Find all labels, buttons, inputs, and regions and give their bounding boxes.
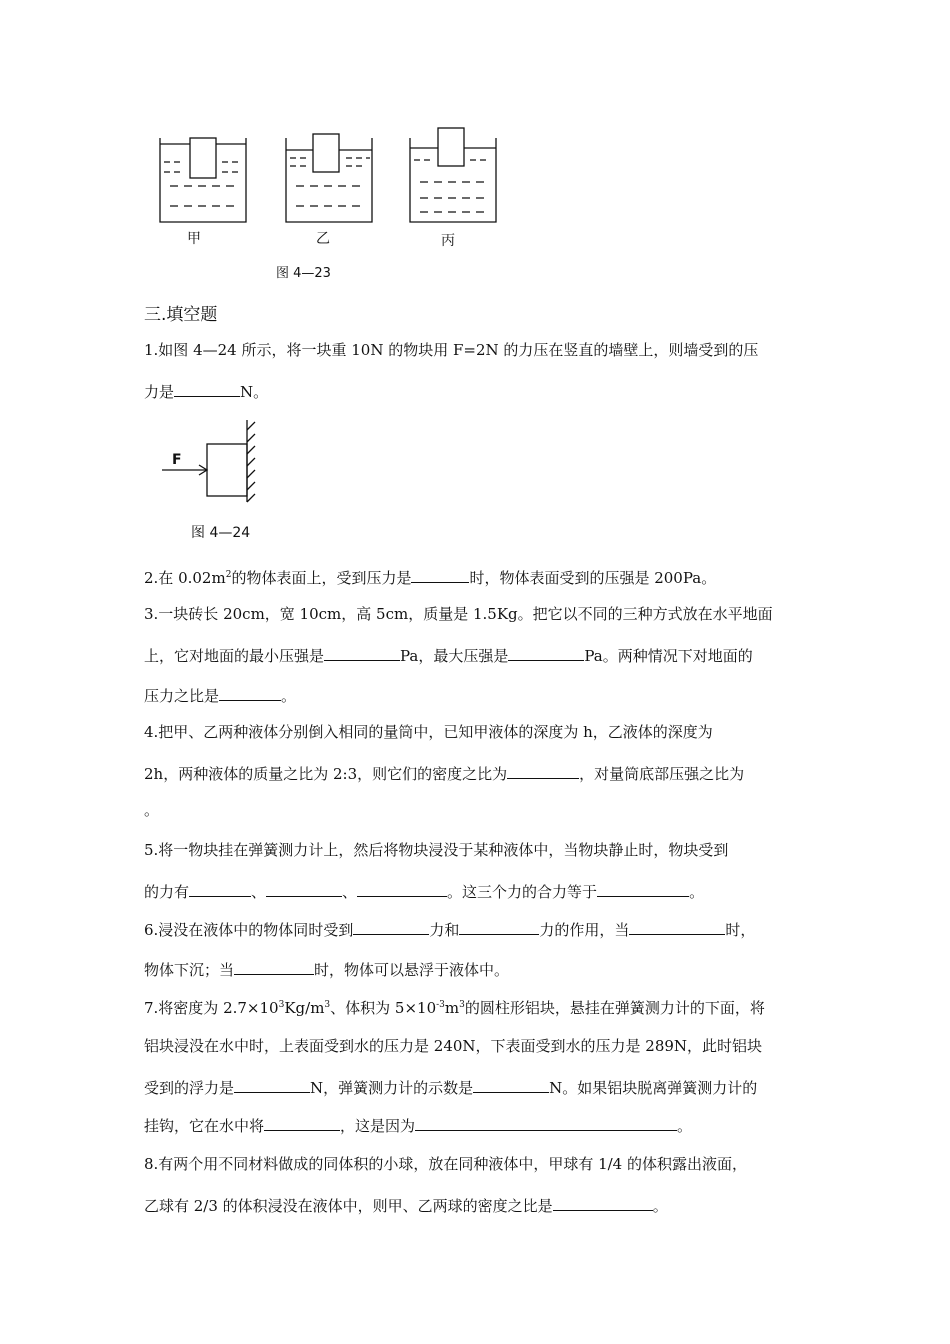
label-jia: 甲	[187, 231, 201, 247]
q8-line1: 8.有两个用不同材料做成的同体积的小球，放在同种液体中，甲球有 1/4 的体积露出液面，	[144, 1155, 747, 1173]
q4-blank-density[interactable]	[507, 762, 579, 779]
q7-line1: 7.将密度为 $2.7\times 10^3Kg/m^3$、体积为 $5\times 10^{-3}m^3$的圆柱形铝块，悬挂在弹簧测力计的下面，将	[144, 999, 765, 1017]
q3-line1: 3.一块砖长 20cm，宽 10cm，高 5cm，质量是 1.5Kg。把它以不同的三种方式放在水平地面	[144, 605, 773, 623]
q5-blank-resultant[interactable]	[597, 880, 689, 897]
force-label: F	[172, 452, 182, 468]
q3-line2: 上，它对地面的最小压强是 Pa，最大压强是 Pa。两种情况下对地面的	[144, 644, 753, 666]
q4-line2: 2h，两种液体的质量之比为 2:3，则它们的密度之比为 ，对量筒底部压强之比为	[144, 762, 744, 784]
q6-blank-4[interactable]	[234, 958, 314, 975]
q1-blank[interactable]	[174, 380, 240, 397]
q6-line1: 6.浸没在液体中的物体同时受到 力和 力的作用，当 时，	[144, 918, 755, 940]
pressed-block	[207, 444, 247, 496]
q5-blank-3[interactable]	[357, 880, 447, 897]
q8-blank[interactable]	[553, 1194, 653, 1211]
figure-4-23	[150, 120, 510, 280]
q3-line3: 压力之比是 。	[144, 684, 296, 706]
q7-blank-reason[interactable]	[415, 1114, 677, 1131]
q5-blank-1[interactable]	[189, 880, 251, 897]
q6-blank-2[interactable]	[459, 918, 539, 935]
q4-line3: 。	[144, 801, 160, 819]
q7-blank-motion[interactable]	[264, 1114, 340, 1131]
q8-line2: 乙球有 2/3 的体积浸没在液体中，则甲、乙两球的密度之比是 。	[144, 1194, 668, 1216]
block-bing	[438, 128, 464, 166]
q3-blank-max[interactable]	[508, 644, 584, 661]
q1-line2: 力是 N。	[144, 380, 268, 402]
q6-blank-3[interactable]	[629, 918, 725, 935]
label-yi: 乙	[316, 231, 330, 247]
q3-blank-ratio[interactable]	[219, 684, 281, 701]
q4-line1: 4.把甲、乙两种液体分别倒入相同的量筒中，已知甲液体的深度为 h，乙液体的深度为	[144, 723, 713, 741]
figure-4-24-caption: 图 4—24	[191, 525, 251, 541]
block-yi	[313, 134, 339, 172]
q1-line1: 1.如图 4—24 所示，将一块重 10N 的物块用 F=2N 的力压在竖直的墙壁上，则墙受到的压	[144, 341, 759, 359]
q5-line2: 的力有 、 、 。这三个力的合力等于 。	[144, 880, 704, 902]
block-jia	[190, 138, 216, 178]
q2-blank[interactable]	[411, 566, 469, 583]
label-bing: 丙	[441, 233, 455, 249]
q7-line4: 挂钩，它在水中将 ，这是因为 。	[144, 1114, 692, 1136]
figure-4-23-caption: 图 4—23	[276, 266, 331, 281]
q7-line3: 受到的浮力是 N，弹簧测力计的示数是 N。如果铝块脱离弹簧测力计的	[144, 1076, 757, 1098]
q5-blank-2[interactable]	[266, 880, 342, 897]
q6-line2: 物体下沉；当 时，物体可以悬浮于液体中。	[144, 958, 509, 980]
q6-blank-1[interactable]	[353, 918, 429, 935]
q7-blank-reading[interactable]	[473, 1076, 549, 1093]
q7-line2: 铝块浸没在水中时，上表面受到水的压力是 240N，下表面受到水的压力是 289N，此时铝块	[144, 1037, 763, 1055]
q7-blank-buoyancy[interactable]	[234, 1076, 310, 1093]
q3-blank-min[interactable]	[324, 644, 400, 661]
section-heading: 三.填空题	[144, 305, 218, 325]
q2-line: 2.在 $0.02m^2$的物体表面上，受到压力是 时，物体表面受到的压强是 200Pa。	[144, 566, 716, 588]
q5-line1: 5.将一物块挂在弹簧测力计上，然后将物块浸没于某种液体中，当物块静止时，物块受到	[144, 841, 729, 859]
